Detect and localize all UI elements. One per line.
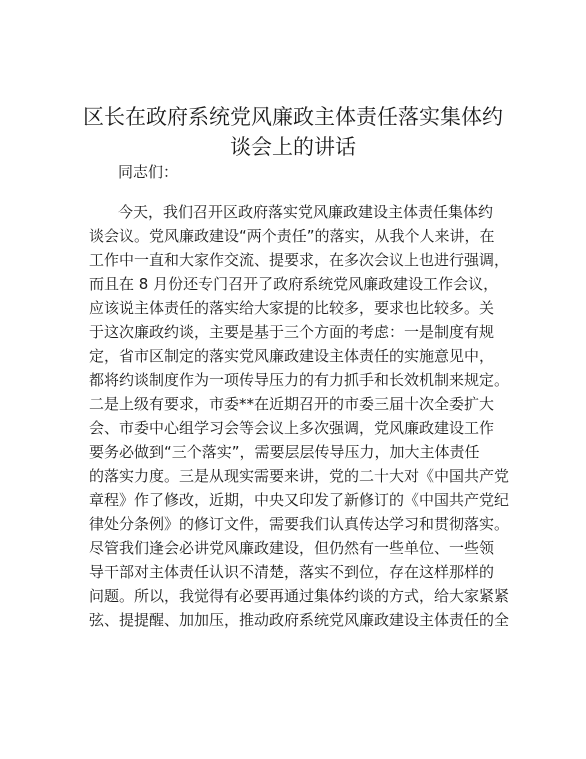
- body-line: 的落实力度。三是从现实需要来讲，党的二十大对《中国共产党: [89, 467, 510, 485]
- body-line: 导干部对主体责任认识不清楚，落实不到位，存在这样那样的: [89, 563, 495, 581]
- body-line: 应该说主体责任的落实给大家提的比较多，要求也比较多。关: [89, 299, 495, 317]
- body-line: 今天，我们召开区政府落实党风廉政建设主体责任集体约: [118, 203, 494, 221]
- document-title: [80, 102, 506, 162]
- body-line: 于这次廉政约谈，主要是基于三个方面的考虑：一是制度有规: [89, 323, 495, 341]
- body-line: 尽管我们逢会必讲党风廉政建设，但仍然有一些单位、一些领: [89, 539, 495, 557]
- body-line: 章程》作了修改，近期，中央又印发了新修订的《中国共产党纪: [89, 491, 510, 509]
- title-line: 谈会上的讲话: [230, 135, 356, 159]
- body-line: 而且在 8 月份还专门召开了政府系统党风廉政建设工作会议，: [89, 275, 499, 293]
- body-line: 要务必做到“三个落实”，需要层层传导压力，加大主体责任: [89, 443, 480, 461]
- body-line: 定，省市区制定的落实党风廉政建设主体责任的实施意见中，: [89, 347, 495, 365]
- salutation: 同志们：: [118, 163, 179, 181]
- body-line: 工作中一直和大家作交流、提要求，在多次会议上也进行强调，: [89, 251, 510, 269]
- body-line: 二是上级有要求，市委**在近期召开的市委三届十次全委扩大: [89, 395, 495, 413]
- body-line: 会、市委中心组学习会等会议上多次强调，党风廉政建设工作: [89, 419, 495, 437]
- title-line: 区长在政府系统党风廉政主体责任落实集体约: [83, 105, 503, 129]
- body-line: 律处分条例》的修订文件，需要我们认真传达学习和贯彻落实。: [89, 515, 510, 533]
- body-line: 都将约谈制度作为一项传导压力的有力抓手和长效机制来规定。: [89, 371, 510, 389]
- body-line: 谈会议。党风廉政建设“两个责任”的落实，从我个人来讲，在: [89, 227, 495, 245]
- body-line: 问题。所以，我觉得有必要再通过集体约谈的方式，给大家紧紧: [89, 587, 510, 605]
- body-line: 弦、提提醒、加加压，推动政府系统党风廉政建设主体责任的全: [89, 611, 510, 629]
- body-paragraph: [89, 200, 509, 632]
